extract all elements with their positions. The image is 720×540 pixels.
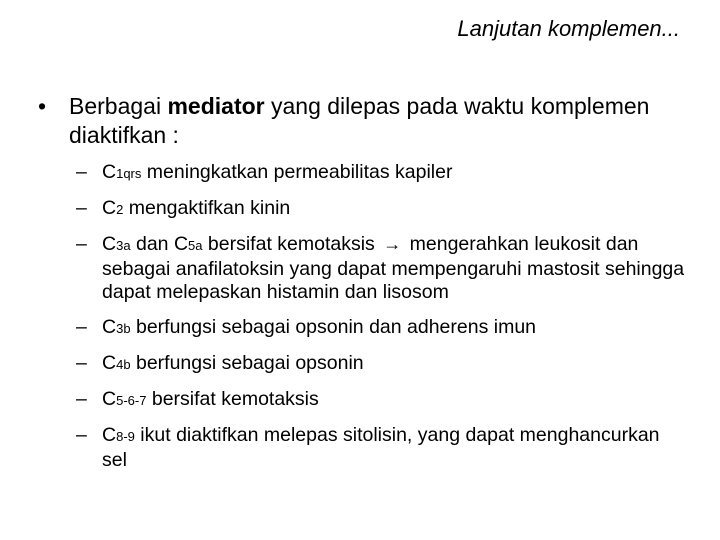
bullet-text-bold: mediator	[167, 93, 265, 119]
main-bullet	[38, 92, 678, 150]
complement-code: C2	[102, 197, 124, 219]
complement-code: C1qrs	[102, 161, 142, 183]
sub-item-c1qrs	[76, 161, 686, 186]
slide-title: Lanjutan komplemen...	[457, 16, 680, 41]
dash-marker: –	[76, 424, 87, 446]
sub-item-c3a-c5a	[76, 233, 686, 305]
complement-code: C8-9	[102, 424, 135, 446]
item-text: meningkatkan permeabilitas kapiler	[141, 161, 453, 183]
item-text: bersifat kemotaksis	[202, 233, 381, 255]
complement-code: C5-6-7	[102, 388, 147, 410]
complement-code: C3a	[102, 233, 131, 255]
item-text: berfungsi sebagai opsonin	[130, 352, 364, 374]
sub-item-c4b	[76, 352, 686, 377]
sub-item-c567	[76, 388, 686, 413]
complement-code: C3b	[102, 316, 131, 338]
dash-marker: –	[76, 352, 87, 374]
dash-marker: –	[76, 197, 87, 219]
item-text-continued: mengerahkan leukosit dan sebagai anafilatoksin yang dapat mempengaruhi mastosit sehingga dapat melepaskan histamin dan lisosom	[102, 233, 685, 303]
dash-marker: –	[76, 316, 87, 338]
dash-marker: –	[76, 233, 87, 255]
dash-marker: –	[76, 161, 87, 183]
bullet-text-before: Berbagai	[69, 93, 168, 119]
dash-marker: –	[76, 388, 87, 410]
arrow-right-icon: →	[383, 234, 402, 254]
item-text: dan	[130, 233, 174, 255]
item-text: mengaktifkan kinin	[123, 197, 291, 219]
sub-bullet-list	[76, 161, 686, 484]
bullet-dot: •	[38, 93, 47, 119]
sub-item-c89	[76, 424, 686, 472]
main-bullet-text	[69, 92, 678, 150]
item-text: berfungsi sebagai opsonin dan adherens imun	[130, 316, 537, 338]
item-text: ikut diaktifkan melepas sitolisin, yang dapat menghancurkan sel	[102, 424, 660, 471]
item-text: bersifat kemotaksis	[146, 388, 319, 410]
sub-item-c2	[76, 197, 686, 222]
bullet-text-after: yang dilepas pada waktu komplemen diaktifkan :	[69, 93, 650, 148]
complement-code-2: C5a	[173, 233, 203, 255]
sub-item-c3b	[76, 316, 686, 341]
complement-code: C4b	[102, 352, 131, 374]
